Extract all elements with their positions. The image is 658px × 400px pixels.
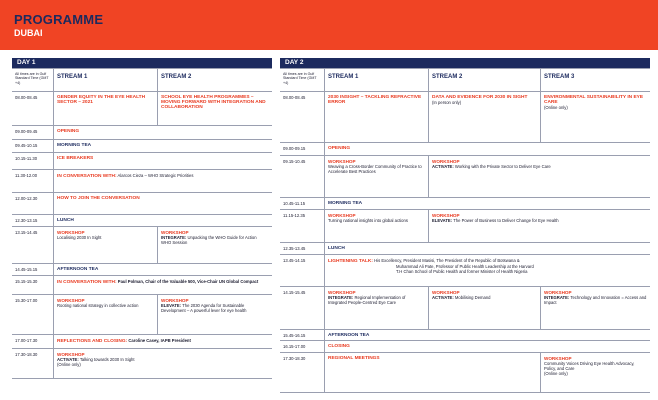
workshop-label: WORKSHOP <box>432 158 460 164</box>
workshop-text: Community Voices Driving Eye Health Advocacy, Policy, and Care <box>544 361 635 372</box>
workshop-theme: ELEVATE: <box>161 303 182 309</box>
workshop-label: WORKSHOP <box>57 229 85 235</box>
table-row <box>12 140 272 153</box>
session-label: IN CONVERSATION WITH: <box>57 279 117 285</box>
table-row <box>280 92 650 143</box>
table-row <box>12 153 272 170</box>
workshop-label: WORKSHOP <box>432 289 460 295</box>
day1-panel <box>12 58 272 400</box>
workshop-text: Technology and Innovation = Access and Impact <box>544 295 647 306</box>
table-row <box>280 198 650 210</box>
workshop-text: Rooting national strategy in collective action <box>57 303 139 309</box>
time-slot: 17.30-18.30 <box>15 351 38 357</box>
workshop-cell <box>428 210 650 242</box>
workshop-text: The 2030 Agenda for Sustainable Development – A powerful lever for eye health <box>161 303 247 314</box>
time-slot: 08.00-08.45 <box>15 94 38 100</box>
workshop-text: Weaving a Cross-Border Community of Practice to Accelerate Best Practices <box>328 164 422 175</box>
time-slot: 09.45-10.15 <box>15 142 38 148</box>
timezone-note: All times are in Gulf Standard Time (GMT +4) <box>283 72 317 85</box>
session-text: T.H Chan School of Public Health and former Minister of Health Nigeria <box>396 268 528 274</box>
workshop-text: The Power of Business to Deliver Change for Eye Health <box>453 218 559 224</box>
day2-panel <box>280 58 650 400</box>
session-details <box>53 276 272 294</box>
session-details <box>428 92 540 142</box>
session-title: CLOSING <box>324 341 650 352</box>
time-slot: 13.45-14.15 <box>283 257 306 263</box>
session-title: GENDER EQUITY IN THE EYE HEALTH SECTOR – 2021 <box>53 92 157 125</box>
time-slot: 14.15-15.45 <box>283 289 306 295</box>
workshop-label: WORKSHOP <box>161 229 189 235</box>
time-slot: 11.30-12.00 <box>15 172 38 178</box>
workshop-label: WORKSHOP <box>544 289 572 295</box>
workshop-label: WORKSHOP <box>544 355 572 361</box>
break-label: MORNING TEA <box>53 140 272 152</box>
workshop-label: WORKSHOP <box>328 289 356 295</box>
table-row <box>280 255 650 287</box>
workshop-label: WORKSHOP <box>57 351 85 357</box>
workshop-label: WORKSHOP <box>328 212 356 218</box>
workshop-note: WHO Session <box>161 240 188 246</box>
time-slot: 08.00-08.45 <box>283 94 306 100</box>
workshop-label: WORKSHOP <box>432 212 460 218</box>
session-note: (Online only) <box>544 105 568 111</box>
day2-column-headers <box>280 68 650 92</box>
table-row <box>280 341 650 353</box>
break-label: MORNING TEA <box>324 198 650 209</box>
time-slot: 14.45-15.15 <box>15 266 38 272</box>
workshop-cell <box>324 156 428 197</box>
workshop-label: WORKSHOP <box>57 297 85 303</box>
session-text: Alarcos Cieza – WHO Strategic Priorities <box>117 172 194 178</box>
table-row <box>12 193 272 215</box>
programme-header <box>0 0 658 50</box>
table-row <box>12 170 272 193</box>
session-text: Muhammad Ali Pate, Professor of Public Health Leadership at the Harvard <box>396 263 534 269</box>
workshop-theme: INTEGRATE: <box>328 295 354 301</box>
session-text: Caroline Casey, IAPB President <box>128 337 191 343</box>
workshop-theme: ELEVATE: <box>432 218 453 224</box>
timezone-note: All times are in Gulf Standard Time (GMT +4) <box>15 72 49 85</box>
workshop-theme: INTEGRATE: <box>544 295 570 301</box>
table-row <box>12 349 272 379</box>
table-row <box>12 295 272 335</box>
table-row <box>12 126 272 140</box>
session-title: OPENING <box>53 126 272 139</box>
page-title: PROGRAMME <box>14 12 104 27</box>
workshop-text: Working with the Private Sector to Deliver Eye Care <box>454 164 551 170</box>
table-row <box>280 156 650 198</box>
session-text: Paul Polman, Chair of the Valuable 500, Vice-Chair UN Global Compact <box>117 278 259 284</box>
session-details <box>540 92 650 142</box>
workshop-theme: ACTIVATE: <box>432 164 454 170</box>
session-title: ICE BREAKERS <box>53 153 272 169</box>
session-title: OPENING <box>324 143 650 155</box>
workshop-cell <box>53 227 157 263</box>
time-slot: 09.00-09.15 <box>283 145 306 151</box>
table-row <box>12 276 272 295</box>
workshop-theme: ACTIVATE: <box>57 357 79 363</box>
workshop-cell <box>157 295 272 334</box>
session-label: REFLECTIONS AND CLOSING: <box>57 338 128 344</box>
workshop-text: Localising 2030 In Sight <box>57 235 102 241</box>
workshop-cell <box>157 227 272 263</box>
table-row <box>12 335 272 349</box>
workshop-label: WORKSHOP <box>161 297 189 303</box>
time-slot: 15.45-16.15 <box>283 332 306 338</box>
table-row <box>12 215 272 227</box>
break-label: AFTERNOON TEA <box>53 264 272 275</box>
table-row <box>280 353 650 393</box>
table-row <box>12 227 272 264</box>
session-title: SCHOOL EYE HEALTH PROGRAMMES – MOVING FORWARD WITH INTEGRATION AND COLLABORATION <box>157 92 272 125</box>
break-label: LUNCH <box>324 243 650 254</box>
workshop-theme: ACTIVATE: <box>432 295 454 301</box>
session-text: His Excellency, President Masisi, The President of the Republic of Botswana & <box>374 257 520 263</box>
session-title: ENVIRONMENTAL SUSTAINABILITY IN EYE CARE <box>544 94 644 105</box>
session-title: REGIONAL MEETINGS <box>324 353 540 392</box>
day2-header: DAY 2 <box>280 58 650 68</box>
time-slot: 10.15-11.30 <box>15 155 38 161</box>
table-row <box>280 210 650 243</box>
session-note: (In person only) <box>432 99 462 105</box>
workshop-note: (Online only) <box>544 371 568 377</box>
workshop-note: (Online only) <box>57 362 81 368</box>
session-label: LIGHTENING TALK: <box>328 258 373 264</box>
session-details <box>324 255 650 286</box>
session-title: DATA AND EVIDENCE FOR 2030 IN SIGHT <box>432 94 528 100</box>
day2-table <box>280 68 650 400</box>
workshop-text: Turning national insights into global actions <box>328 218 408 224</box>
table-row <box>12 264 272 276</box>
workshop-cell <box>53 349 272 378</box>
day2-stream1-header: STREAM 1 <box>324 69 428 91</box>
session-title: HOW TO JOIN THE CONVERSATION <box>53 193 272 214</box>
day1-table <box>12 68 272 400</box>
time-slot: 09.00-09.45 <box>15 128 38 134</box>
workshop-cell <box>540 287 650 329</box>
time-slot: 17.30-18.30 <box>283 355 306 361</box>
workshop-label: WORKSHOP <box>328 158 356 164</box>
table-row <box>280 243 650 255</box>
time-slot: 11.15-12.35 <box>283 212 306 218</box>
workshop-text: Regional Implementation of Integrated People-Centred Eye Care <box>328 295 406 306</box>
day1-stream2-header: STREAM 2 <box>157 69 272 91</box>
time-slot: 09.15-10.45 <box>283 158 306 164</box>
session-details <box>53 170 272 192</box>
time-slot: 13.15-14.45 <box>15 229 38 235</box>
workshop-cell <box>428 287 540 329</box>
time-slot: 15.30-17.00 <box>15 297 38 303</box>
workshop-cell <box>324 210 428 242</box>
workshop-text: Talking towards 2030 In Sight <box>79 357 135 363</box>
workshop-cell <box>540 353 650 392</box>
table-row <box>280 330 650 341</box>
workshop-text: Unpacking the WHO Guide for Action <box>187 235 257 241</box>
time-slot: 12.30-13.15 <box>15 217 38 223</box>
session-details <box>53 335 272 348</box>
day1-header: DAY 1 <box>12 58 272 68</box>
time-slot: 15.15-15.30 <box>15 278 38 284</box>
break-label: LUNCH <box>53 215 272 226</box>
table-row <box>280 143 650 156</box>
time-slot: 16.15-17.00 <box>283 343 306 349</box>
table-row <box>12 92 272 126</box>
session-label: IN CONVERSATION WITH: <box>57 173 117 179</box>
time-slot: 12.35-13.45 <box>283 245 306 251</box>
table-row <box>280 287 650 330</box>
session-title: 2030 INSIGHT – TACKLING REFRACTIVE ERROR <box>324 92 428 142</box>
day2-stream2-header: STREAM 2 <box>428 69 540 91</box>
page-subtitle: DUBAI <box>14 28 43 38</box>
break-label: AFTERNOON TEA <box>324 330 650 340</box>
workshop-cell <box>428 156 650 197</box>
time-slot: 17.00-17.30 <box>15 337 38 343</box>
workshop-theme: INTEGRATE: <box>161 235 187 241</box>
workshop-cell <box>324 287 428 329</box>
day1-column-headers <box>12 68 272 92</box>
day2-stream3-header: STREAM 3 <box>540 69 650 91</box>
workshop-cell <box>53 295 157 334</box>
time-slot: 12.00-12.30 <box>15 195 38 201</box>
time-slot: 10.45-11.15 <box>283 200 306 206</box>
workshop-text: Mobilising Demand <box>454 295 491 301</box>
day1-stream1-header: STREAM 1 <box>53 69 157 91</box>
